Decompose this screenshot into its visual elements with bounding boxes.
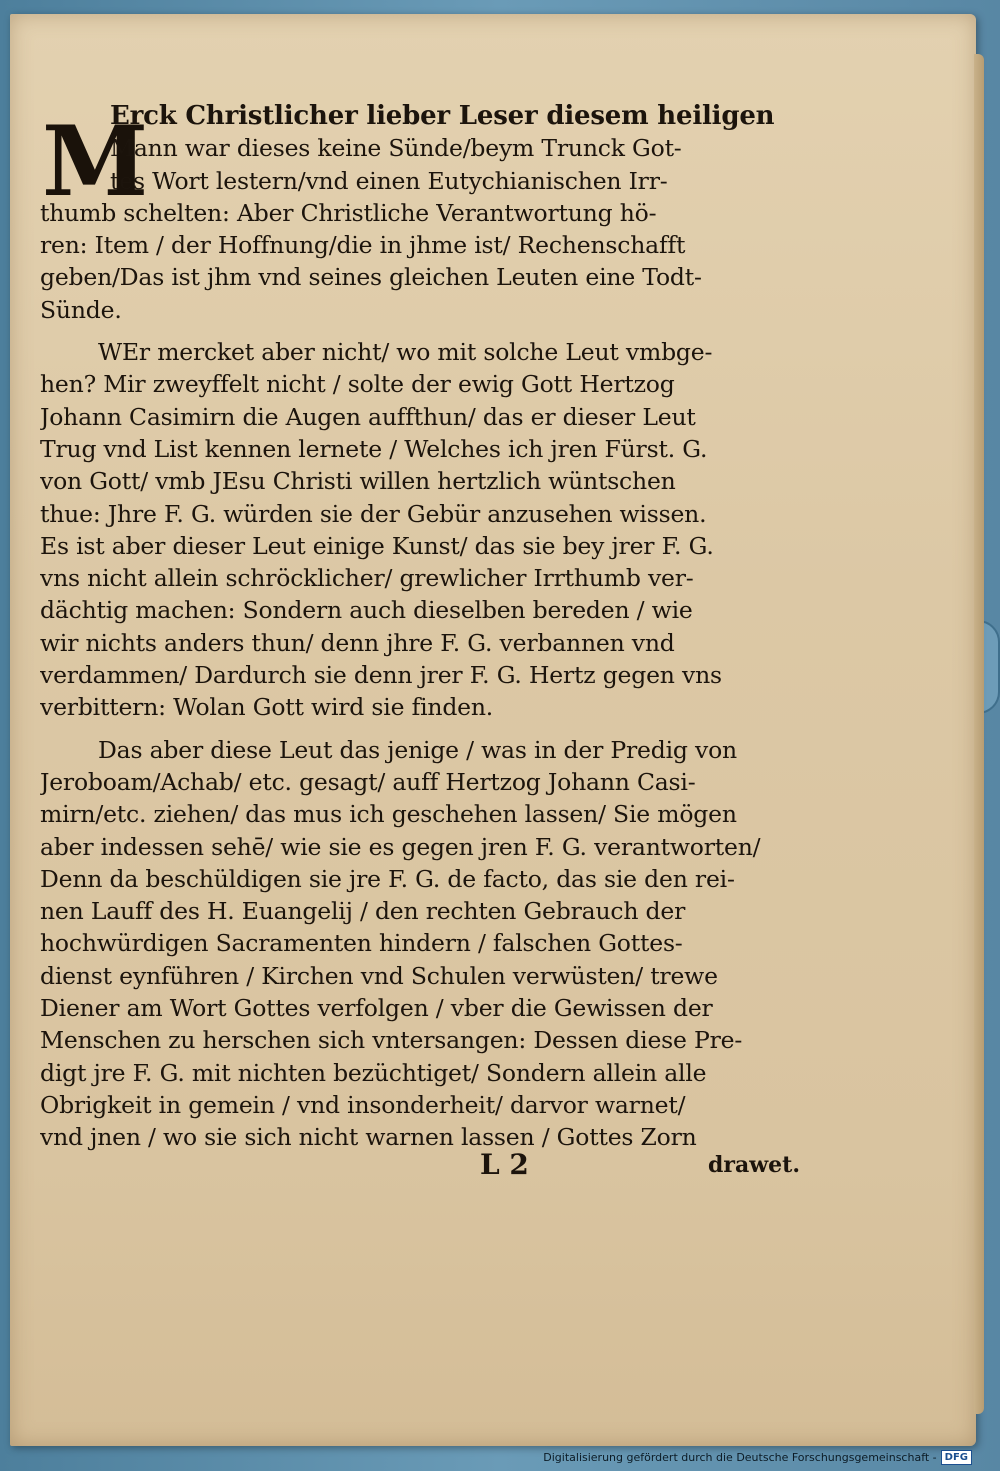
text-line: nen Lauff des H. Euangelij / den rechten Gebrauch der [40, 897, 686, 926]
text-line: aber indessen sehē/ wie sie es gegen jren F. G. verantworten/ [40, 832, 761, 861]
page-footer [40, 1148, 800, 1184]
text-line: dienst eynführen / Kirchen vnd Schulen verwüsten/ trewe [40, 961, 718, 990]
text-line: Trug vnd List kennen lernete / Welches ich jren Fürst. G. [40, 434, 708, 463]
text-line: geben/Das ist jhm vnd seines gleichen Leuten eine Todt- [40, 263, 702, 292]
text-line: Obrigkeit in gemein / vnd insonderheit/ darvor warnet/ [40, 1090, 686, 1119]
text-line: verbittern: Wolan Gott wird sie finden. [40, 693, 494, 722]
text-line: dächtig machen: Sondern auch dieselben bereden / wie [40, 596, 693, 625]
credit-text: Digitalisierung gefördert durch die Deutsche Forschungsgemeinschaft - [543, 1451, 937, 1464]
text-line: Erck Christlicher lieber Leser diesem heiligen [110, 101, 775, 131]
text-line: hochwürdigen Sacramenten hindern / falschen Gottes- [40, 929, 683, 958]
text-line: Das aber diese Leut das jenige / was in der Predig von [98, 735, 737, 764]
text-line: Menschen zu herschen sich vntersangen: Dessen diese Pre- [40, 1026, 743, 1055]
text-line: Es ist aber dieser Leut einige Kunst/ das sie bey jrer F. G. [40, 531, 714, 560]
text-line: vns nicht allein schröcklicher/ grewlicher Irrthumb ver- [40, 564, 694, 593]
text-line: tes Wort lestern/vnd einen Eutychianischen Irr- [110, 166, 668, 195]
text-line: von Gott/ vmb JEsu Christi willen hertzlich wüntschen [40, 467, 676, 496]
dfg-logo-icon: DFG [941, 1450, 972, 1465]
text-line: Sünde. [40, 295, 122, 324]
text-line: Mann war dieses keine Sünde/beym Trunck Got- [110, 134, 682, 163]
signature-mark: L 2 [480, 1148, 529, 1181]
body-text [40, 100, 800, 1154]
text-line: ren: Item / der Hoffnung/die in jhme ist/ Rechenschafft [40, 231, 686, 260]
text-line: Denn da beschüldigen sie jre F. G. de facto, das sie den rei- [40, 864, 735, 893]
text-line: wir nichts anders thun/ denn jhre F. G. verbannen vnd [40, 628, 675, 657]
text-line: verdammen/ Dardurch sie denn jrer F. G. Hertz gegen vns [40, 661, 722, 690]
text-line: thumb schelten: Aber Christliche Verantwortung hö- [40, 198, 657, 227]
drop-cap-initial: M [42, 105, 149, 218]
text-line: hen? Mir zweyffelt nicht / solte der ewig Gott Hertzog [40, 370, 675, 399]
digitization-credit [543, 1450, 972, 1465]
text-line: Diener am Wort Gottes verfolgen / vber die Gewissen der [40, 994, 713, 1023]
catchword: drawet. [708, 1152, 800, 1178]
text-line: Johann Casimirn die Augen auffthun/ das er dieser Leut [40, 402, 696, 431]
text-line: mirn/etc. ziehen/ das mus ich geschehen lassen/ Sie mögen [40, 800, 737, 829]
text-line: vnd jnen / wo sie sich nicht warnen lassen / Gottes Zorn [40, 1123, 697, 1152]
text-line: thue: Jhre F. G. würden sie der Gebür anzusehen wissen. [40, 499, 707, 528]
text-line: digt jre F. G. mit nichten bezüchtiget/ Sondern allein alle [40, 1058, 707, 1087]
text-line: WEr mercket aber nicht/ wo mit solche Leut vmbge- [98, 338, 713, 367]
text-line: Jeroboam/Achab/ etc. gesagt/ auff Hertzog Johann Casi- [40, 767, 696, 796]
